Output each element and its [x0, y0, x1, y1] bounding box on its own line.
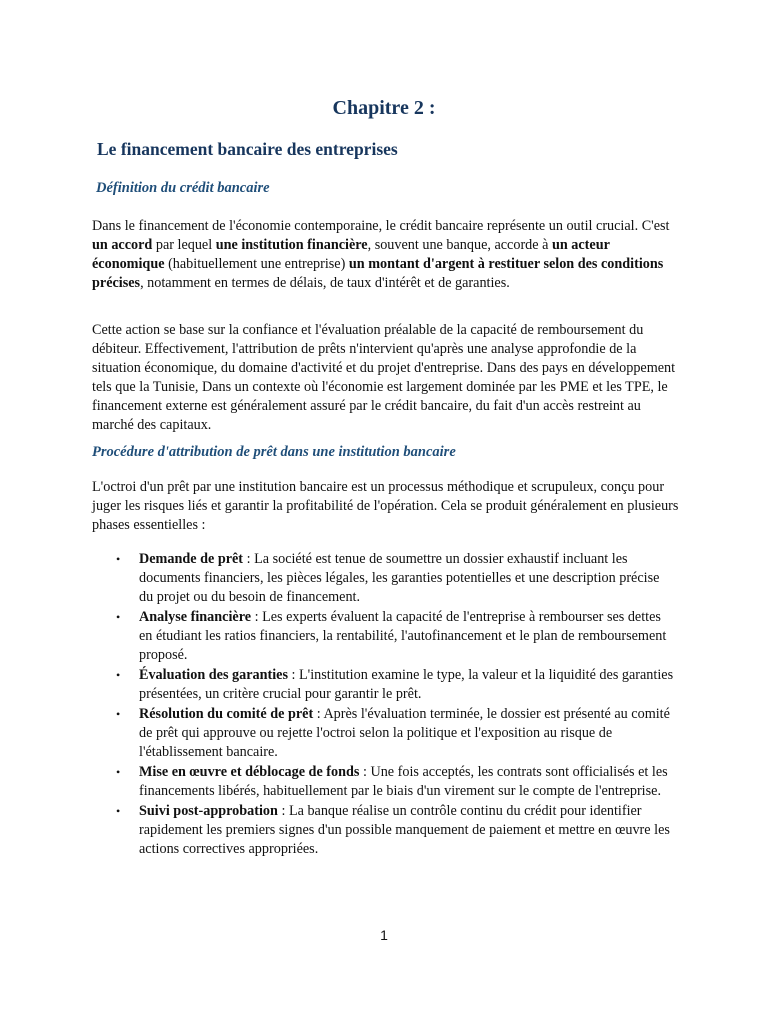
list-item — [92, 608, 692, 665]
phase-description: : Les experts évaluent la capacité de l'entreprise à rembourser ses dettes en étudiant les ratios financiers, la rentabilité, l'autofinancement et le plan de remboursement proposé. — [139, 609, 667, 663]
text-run: Dans le financement de l'économie contemporaine, le crédit bancaire représente un outil crucial. C'est — [92, 218, 670, 234]
phases-list — [92, 550, 692, 860]
bold-term: un acteur économique — [92, 237, 610, 272]
phase-description: : Une fois acceptés, les contrats sont officialisés et les financements libérés, habituellement par le biais d'un virement sur le compte de l'entreprise. — [139, 764, 668, 799]
bold-term: un montant d'argent à restituer selon des conditions précises — [92, 256, 664, 291]
bullet-icon: • — [116, 804, 121, 818]
list-item — [92, 802, 692, 859]
phase-term: Demande de prêt — [139, 551, 244, 567]
text-run: par lequel — [152, 237, 216, 253]
bullet-icon: • — [116, 765, 121, 779]
list-item — [92, 550, 692, 607]
phase-term: Suivi post-approbation — [139, 803, 278, 819]
phase-term: Résolution du comité de prêt — [139, 706, 314, 722]
subsection-title-procedure: Procédure d'attribution de prêt dans une institution bancaire — [92, 444, 456, 460]
bullet-icon: • — [116, 552, 121, 566]
chapter-title: Chapitre 2 : — [332, 97, 436, 119]
text-run: , notamment en termes de délais, de taux d'intérêt et de garanties. — [140, 275, 510, 291]
page-number: 1 — [380, 927, 388, 943]
phase-description: : La société est tenue de soumettre un dossier exhaustif incluant les documents financiers, les pièces légales, les garanties potentielles et une description précise du projet ou du besoin de financement. — [139, 551, 660, 605]
section-title: Le financement bancaire des entreprises — [97, 139, 398, 159]
bullet-icon: • — [116, 668, 121, 682]
paragraph-definition — [92, 217, 682, 293]
paragraph-procedure-intro: L'octroi d'un prêt par une institution bancaire est un processus méthodique et scrupuleux, conçu pour juger les risques liés et garantir la profitabilité de l'opération. Cela se produit généralement en plusieurs phases essentielles : — [92, 479, 679, 533]
list-item-text — [139, 802, 677, 859]
phase-term: Mise en œuvre et déblocage de fonds — [139, 764, 360, 780]
list-item-text — [139, 666, 677, 704]
bullet-icon: • — [116, 707, 121, 721]
phase-term: Analyse financière — [139, 609, 252, 625]
list-item-text — [139, 608, 677, 665]
phase-description: : L'institution examine le type, la valeur et la liquidité des garanties présentées, un critère crucial pour garantir le prêt. — [139, 667, 674, 702]
bold-term: une institution financière — [215, 237, 368, 253]
list-item-text — [139, 705, 677, 762]
text-run: (habituellement une entreprise) — [164, 256, 349, 272]
phase-description: : La banque réalise un contrôle continu du crédit pour identifier rapidement les premiers signes d'un possible manquement de paiement et mettre en œuvre les actions correctives appropriées. — [139, 803, 670, 857]
subsection-title-definition: Définition du crédit bancaire — [96, 180, 270, 196]
phase-term: Évaluation des garanties — [139, 667, 288, 683]
list-item — [92, 666, 692, 704]
bullet-icon: • — [116, 610, 121, 624]
bold-term: un accord — [92, 237, 153, 253]
phase-description: : Après l'évaluation terminée, le dossier est présenté au comité de prêt qui approuve ou rejette l'octroi selon la politique et l'exposition au risque de l'établissement bancaire. — [139, 706, 670, 760]
text-run: , souvent une banque, accorde à — [367, 237, 552, 253]
list-item — [92, 705, 692, 762]
paragraph-confidence: Cette action se base sur la confiance et l'évaluation préalable de la capacité de remboursement du débiteur. Effectivement, l'attribution de prêts n'intervient qu'après une analyse approfondie de la situation économique, du domaine d'activité et du projet d'entreprise. Dans des pays en développement tels que la Tunisie, Dans un contexte où l'économie est largement dominée par les PME et les TPE, le financement externe est généralement assuré par le crédit bancaire, du fait d'un accès restreint au marché des capitaux. — [92, 322, 676, 433]
list-item — [92, 763, 692, 801]
list-item-text — [139, 550, 677, 607]
list-item-text — [139, 763, 677, 801]
